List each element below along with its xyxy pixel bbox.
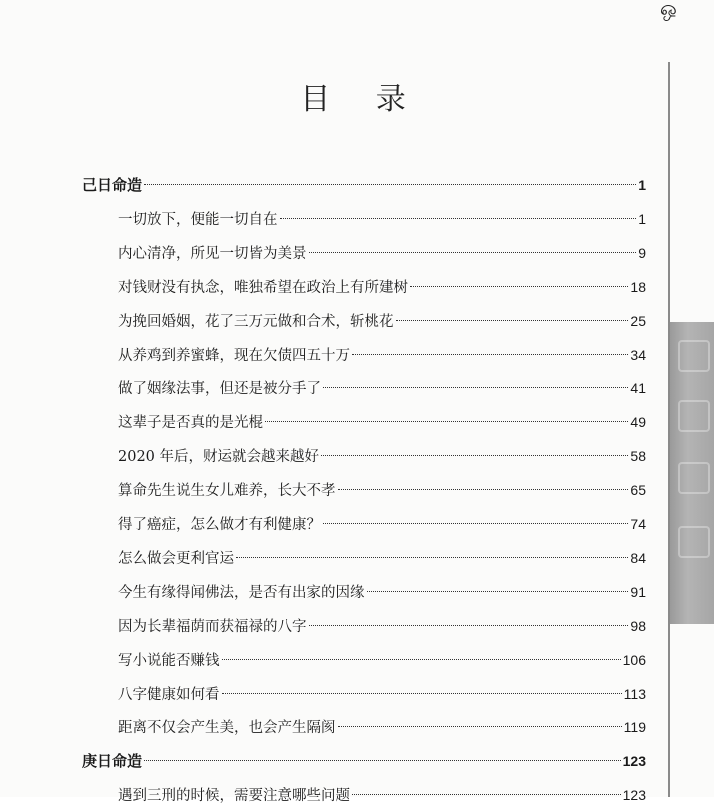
entry-title: 怎么做会更利官运 [118, 550, 234, 567]
dot-leader [321, 455, 628, 456]
entry-page-number: 58 [630, 448, 646, 465]
dot-leader [410, 286, 628, 287]
dot-leader [280, 218, 637, 219]
entry-page-number: 84 [630, 549, 646, 566]
toc-item-entry[interactable] [118, 445, 646, 467]
toc-item-entry[interactable] [118, 716, 646, 738]
entry-page-number: 98 [630, 617, 646, 634]
dot-leader [144, 760, 621, 761]
dot-leader [338, 726, 622, 727]
entry-title: 这辈子是否真的是光棍 [118, 415, 263, 432]
dot-leader [367, 591, 629, 592]
toc-item-entry[interactable] [118, 513, 646, 535]
entry-title: 因为长辈福荫而获福禄的八字 [118, 618, 307, 635]
toc-item-entry[interactable] [118, 242, 646, 264]
entry-title: 距离不仅会产生美，也会产生隔阂 [118, 720, 336, 737]
dot-leader [222, 693, 622, 694]
dot-leader [222, 659, 621, 660]
dot-leader [323, 387, 628, 388]
toc-item-entry[interactable] [118, 276, 646, 298]
entry-title: 八字健康如何看 [118, 686, 220, 703]
toc-item-entry[interactable] [118, 784, 646, 806]
dot-leader [338, 489, 629, 490]
entry-title: 遇到三刑的时候，需要注意哪些问题 [118, 788, 350, 805]
toc-item-entry[interactable] [118, 310, 646, 332]
toc-section-entry[interactable] [82, 174, 646, 196]
entry-page-number: 113 [623, 685, 646, 702]
entry-page-number: 34 [630, 346, 646, 363]
dot-leader [396, 320, 629, 321]
dot-leader [309, 252, 637, 253]
entry-page-number: 1 [638, 177, 646, 193]
entry-title: 一切放下，便能一切自在 [118, 211, 278, 228]
entry-page-number: 9 [638, 244, 646, 261]
entry-page-number: 49 [630, 414, 646, 431]
entry-page-number: 18 [630, 278, 646, 295]
entry-title: 写小说能否赚钱 [118, 652, 220, 669]
entry-page-number: 119 [623, 719, 646, 736]
toc-item-entry[interactable] [118, 344, 646, 366]
toc-item-entry[interactable] [118, 377, 646, 399]
entry-page-number: 25 [630, 312, 646, 329]
toc-item-entry[interactable] [118, 581, 646, 603]
dot-leader [323, 523, 628, 524]
toc-item-entry[interactable] [118, 547, 646, 569]
entry-page-number: 74 [630, 516, 646, 532]
page-title: 目 录 [300, 82, 424, 117]
toc-item-entry[interactable] [118, 615, 646, 637]
corner-ornament-icon: ஒ [660, 0, 677, 20]
entry-page-number: 123 [622, 753, 646, 770]
toc-item-entry[interactable] [118, 411, 646, 433]
entry-title: 得了癌症，怎么做才有利健康？ [118, 517, 321, 533]
dot-leader [352, 794, 621, 795]
dot-leader [236, 557, 628, 558]
entry-title: 2020 年后，财运就会越来越好 [118, 449, 320, 466]
toc-item-entry[interactable] [118, 208, 646, 230]
entry-page-number: 41 [630, 380, 646, 397]
entry-title: 对钱财没有执念，唯独希望在政治上有所建树 [118, 279, 408, 296]
entry-page-number: 65 [630, 482, 646, 499]
entry-title: 庚日命造 [82, 752, 143, 771]
entry-title: 今生有缘得闻佛法，是否有出家的因缘 [118, 584, 365, 601]
dot-leader [265, 421, 628, 422]
entry-title: 为挽回婚姻，花了三万元做和合术，斩桃花 [118, 313, 394, 330]
toc-section-entry[interactable] [82, 750, 646, 772]
dot-leader [309, 625, 629, 626]
entry-page-number: 91 [630, 583, 646, 600]
entry-title: 从养鸡到养蜜蜂，现在欠债四五十万 [118, 347, 350, 364]
entry-title: 算命先生说生女儿难养，长大不孝 [118, 483, 336, 500]
toc-item-entry[interactable] [118, 479, 646, 501]
entry-page-number: 123 [622, 787, 646, 804]
entry-title: 己日命造 [82, 176, 143, 194]
entry-page-number: 1 [638, 210, 646, 227]
toc-item-entry[interactable] [118, 649, 646, 671]
entry-page-number: 106 [622, 651, 646, 668]
dot-leader [144, 184, 636, 185]
entry-title: 内心清净，所见一切皆为美景 [118, 245, 307, 262]
dot-leader [352, 354, 628, 355]
entry-title: 做了姻缘法事，但还是被分手了 [118, 381, 321, 398]
toc-item-entry[interactable] [118, 683, 646, 705]
